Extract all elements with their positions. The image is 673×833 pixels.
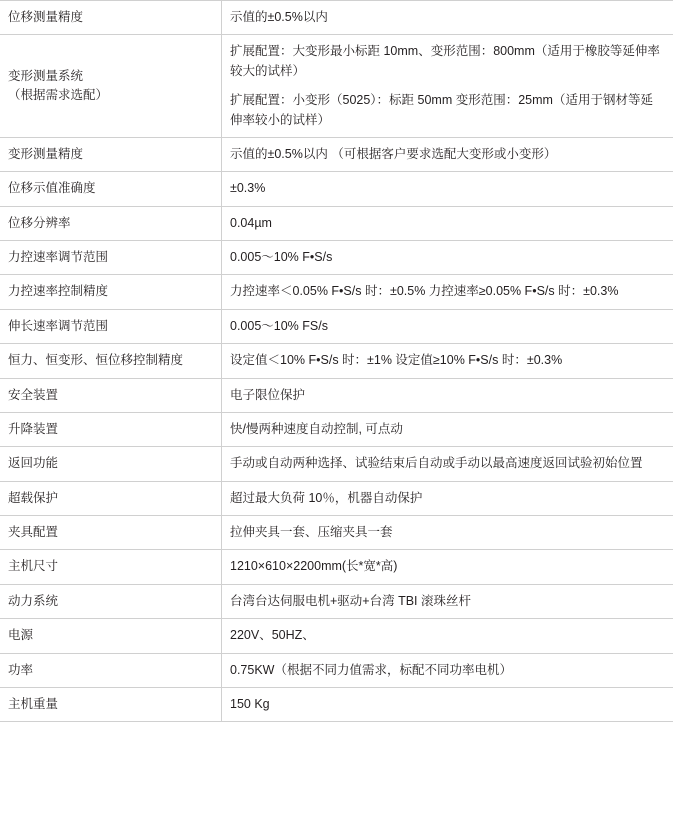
row-label-cell bbox=[0, 412, 222, 446]
row-value-cell bbox=[222, 1, 673, 35]
row-value-line: 220V、50HZ、 bbox=[230, 628, 315, 643]
table-row bbox=[0, 35, 673, 138]
row-label: 电源 bbox=[8, 628, 34, 643]
row-label: 返回功能 bbox=[8, 456, 59, 471]
row-label: 位移分辨率 bbox=[8, 215, 71, 230]
table-row bbox=[0, 516, 673, 550]
row-label: 变形测量精度 bbox=[8, 146, 84, 161]
row-value-cell bbox=[222, 412, 673, 446]
row-value-cell bbox=[222, 653, 673, 687]
row-label-cell bbox=[0, 309, 222, 343]
row-value-line: 0.75KW（根据不同力值需求，标配不同功率电机） bbox=[230, 662, 512, 677]
table-row bbox=[0, 275, 673, 309]
row-label-cell bbox=[0, 653, 222, 687]
row-label-cell bbox=[0, 241, 222, 275]
row-label-cell bbox=[0, 481, 222, 515]
row-label: 位移示值准确度 bbox=[8, 181, 96, 196]
row-value-cell bbox=[222, 137, 673, 171]
table-row bbox=[0, 653, 673, 687]
row-value-cell bbox=[222, 344, 673, 378]
row-label-cell bbox=[0, 619, 222, 653]
row-value-line: 拉伸夹具一套、压缩夹具一套 bbox=[230, 525, 393, 539]
row-label: 恒力、恒变形、恒位移控制精度 bbox=[8, 353, 184, 368]
row-value-cell bbox=[222, 275, 673, 309]
row-label-cell bbox=[0, 275, 222, 309]
row-label: 超载保护 bbox=[8, 490, 59, 505]
table-body bbox=[0, 1, 673, 722]
table-row bbox=[0, 309, 673, 343]
row-value-line: 设定值＜10% F•S/s 时：±1% 设定值≥10% F•S/s 时：±0.3% bbox=[230, 353, 563, 368]
row-value-line: 示值的±0.5%以内 （可根据客户要求选配大变形或小变形） bbox=[230, 146, 557, 161]
table-row bbox=[0, 447, 673, 481]
row-value-line: 电子限位保护 bbox=[230, 387, 306, 402]
row-value-cell bbox=[222, 309, 673, 343]
table-row bbox=[0, 481, 673, 515]
row-label-cell bbox=[0, 687, 222, 721]
table-row bbox=[0, 344, 673, 378]
row-label-secondary: （根据需求选配） bbox=[8, 88, 109, 103]
row-value-cell bbox=[222, 550, 673, 584]
table-row bbox=[0, 550, 673, 584]
row-value-cell bbox=[222, 35, 673, 138]
row-label-cell bbox=[0, 516, 222, 550]
row-value-line: 150 Kg bbox=[230, 696, 270, 711]
row-label-cell bbox=[0, 550, 222, 584]
row-value-line: 台湾台达伺服电机+驱动+台湾 TBI 滚珠丝杆 bbox=[230, 593, 471, 608]
row-value-line: 手动或自动两种选择、试验结束后自动或手动以最高速度返回试验初始位置 bbox=[230, 456, 643, 471]
row-value-cell bbox=[222, 619, 673, 653]
row-value-cell bbox=[222, 241, 673, 275]
row-value-line: 示值的±0.5%以内 bbox=[230, 10, 328, 24]
row-label: 功率 bbox=[8, 662, 34, 677]
row-value-line: 0.005～10% F•S/s bbox=[230, 250, 333, 264]
row-label-cell bbox=[0, 447, 222, 481]
row-value-line: 快/慢两种速度自动控制, 可点动 bbox=[230, 421, 403, 436]
row-value-line: 1210×610×2200mm(长*宽*高) bbox=[230, 559, 398, 574]
row-label-cell bbox=[0, 344, 222, 378]
row-label: 位移测量精度 bbox=[8, 10, 84, 24]
row-value-cell bbox=[222, 447, 673, 481]
row-label-cell bbox=[0, 35, 222, 138]
row-label: 安全装置 bbox=[8, 387, 59, 402]
table-row bbox=[0, 687, 673, 721]
row-label: 夹具配置 bbox=[8, 525, 59, 539]
row-label: 力控速率调节范围 bbox=[8, 250, 109, 264]
row-value-line: 力控速率＜0.05% F•S/s 时：±0.5% 力控速率≥0.05% F•S/s 时：±0.3% bbox=[230, 284, 619, 299]
table-row bbox=[0, 1, 673, 35]
row-value-cell bbox=[222, 687, 673, 721]
table-row bbox=[0, 378, 673, 412]
row-value-cell bbox=[222, 172, 673, 206]
row-value-line: 扩展配置：小变形（5025）：标距 50mm 变形范围：25mm（适用于钢材等延伸率较小的试样） bbox=[230, 93, 653, 127]
row-value-cell bbox=[222, 584, 673, 618]
table-row bbox=[0, 619, 673, 653]
row-label-cell bbox=[0, 206, 222, 240]
row-value-cell bbox=[222, 206, 673, 240]
row-label-cell bbox=[0, 1, 222, 35]
row-label: 动力系统 bbox=[8, 593, 59, 608]
row-value-cell bbox=[222, 378, 673, 412]
row-value-line: 超过最大负荷 10％，机器自动保护 bbox=[230, 490, 423, 505]
row-label-cell bbox=[0, 378, 222, 412]
row-value-cell bbox=[222, 481, 673, 515]
row-value-line: 0.04µm bbox=[230, 215, 272, 230]
row-label: 力控速率控制精度 bbox=[8, 284, 109, 299]
table-row bbox=[0, 172, 673, 206]
table-row bbox=[0, 412, 673, 446]
row-label: 变形测量系统 bbox=[8, 68, 84, 83]
row-label-cell bbox=[0, 137, 222, 171]
row-value-line: 扩展配置：大变形最小标距 10mm、变形范围：800mm（适用于橡胶等延伸率较大的试样） bbox=[230, 44, 660, 78]
row-value-cell bbox=[222, 516, 673, 550]
table-row bbox=[0, 206, 673, 240]
table-row bbox=[0, 241, 673, 275]
row-label: 主机尺寸 bbox=[8, 559, 59, 574]
row-label: 主机重量 bbox=[8, 696, 59, 711]
table-row bbox=[0, 584, 673, 618]
row-label-cell bbox=[0, 172, 222, 206]
row-label-cell bbox=[0, 584, 222, 618]
table-row bbox=[0, 137, 673, 171]
row-label: 伸长速率调节范围 bbox=[8, 318, 109, 333]
row-label: 升降装置 bbox=[8, 421, 59, 436]
row-value-line: 0.005～10% FS/s bbox=[230, 318, 328, 333]
row-value-line: ±0.3% bbox=[230, 181, 266, 196]
